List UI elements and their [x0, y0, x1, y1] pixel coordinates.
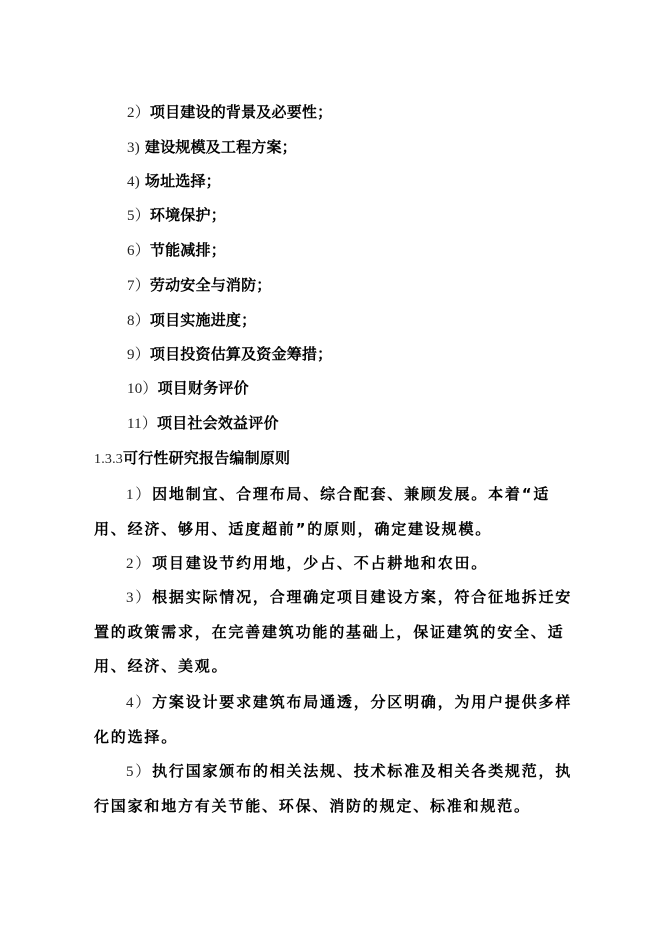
list-item-text: 项目财务评价 — [157, 379, 249, 397]
list-item-text: 场址选择； — [144, 172, 221, 190]
list-item-text: 环境保护； — [149, 206, 226, 224]
list-item-number: 4) — [127, 174, 140, 190]
list-item-number: 10） — [127, 381, 158, 397]
list-item-text: 项目社会效益评价 — [157, 414, 279, 432]
list-item — [127, 137, 297, 158]
principle-text: 执行国家颁布的相关法规、技术标准及相关各类规范，执行国家和地方有关节能、环保、消防的规定、标准和规范。 — [94, 762, 573, 815]
list-item-number: 3) — [127, 140, 140, 156]
list-item-text: 项目实施进度； — [149, 311, 257, 329]
list-item — [127, 275, 272, 296]
list-item-text: 项目建设的背景及必要性； — [149, 103, 333, 121]
principle-paragraph — [94, 580, 574, 683]
list-item-number: 2） — [127, 105, 150, 121]
principle-text: 项目建设节约用地，少占、不占耕地和农田。 — [152, 554, 489, 572]
principle-number: 2） — [126, 556, 153, 572]
principle-text: 方案设计要求建筑布局通透，分区明确，为用户提供多样化的选择。 — [94, 693, 573, 746]
list-item-number: 5） — [127, 208, 150, 224]
list-item-text: 建设规模及工程方案； — [144, 138, 297, 156]
list-item-number: 6） — [127, 243, 150, 259]
principle-text: 根据实际情况，合理确定项目建设方案，符合征地拆迁安置的政策需求，在完善建筑功能的基础上，保证建筑的安全、适用、经济、美观。 — [94, 588, 573, 675]
principle-number: 3） — [126, 590, 153, 606]
section-number: 1.3.3 — [94, 452, 123, 467]
list-item — [127, 205, 226, 226]
list-item-number: 7） — [127, 278, 150, 294]
list-item — [127, 378, 249, 399]
principle-text: 因地制宜、合理布局、综合配套、兼顾发展。本着“适用、经济、够用、适度超前”的原则，确定建设规模。 — [94, 485, 551, 538]
section-heading — [94, 448, 290, 470]
principle-paragraph — [94, 477, 574, 546]
list-item-number: 9） — [127, 347, 150, 363]
principle-paragraph — [94, 546, 574, 581]
principle-paragraph — [94, 754, 574, 823]
list-item-text: 劳动安全与消防； — [149, 276, 272, 294]
list-item-text: 项目投资估算及资金筹措； — [149, 345, 333, 363]
principle-paragraph — [94, 685, 574, 754]
principle-number: 4） — [126, 695, 153, 711]
list-item-number: 11） — [127, 416, 158, 432]
list-item — [127, 344, 332, 365]
principle-number: 5） — [126, 764, 153, 780]
list-item — [127, 413, 279, 434]
section-title: 可行性研究报告编制原则 — [123, 449, 291, 467]
list-item — [127, 310, 256, 331]
list-item — [127, 171, 221, 192]
principle-number: 1） — [126, 487, 153, 503]
list-item-text: 节能减排； — [149, 241, 226, 259]
list-item-number: 8） — [127, 313, 150, 329]
list-item — [127, 240, 226, 261]
list-item — [127, 102, 332, 123]
